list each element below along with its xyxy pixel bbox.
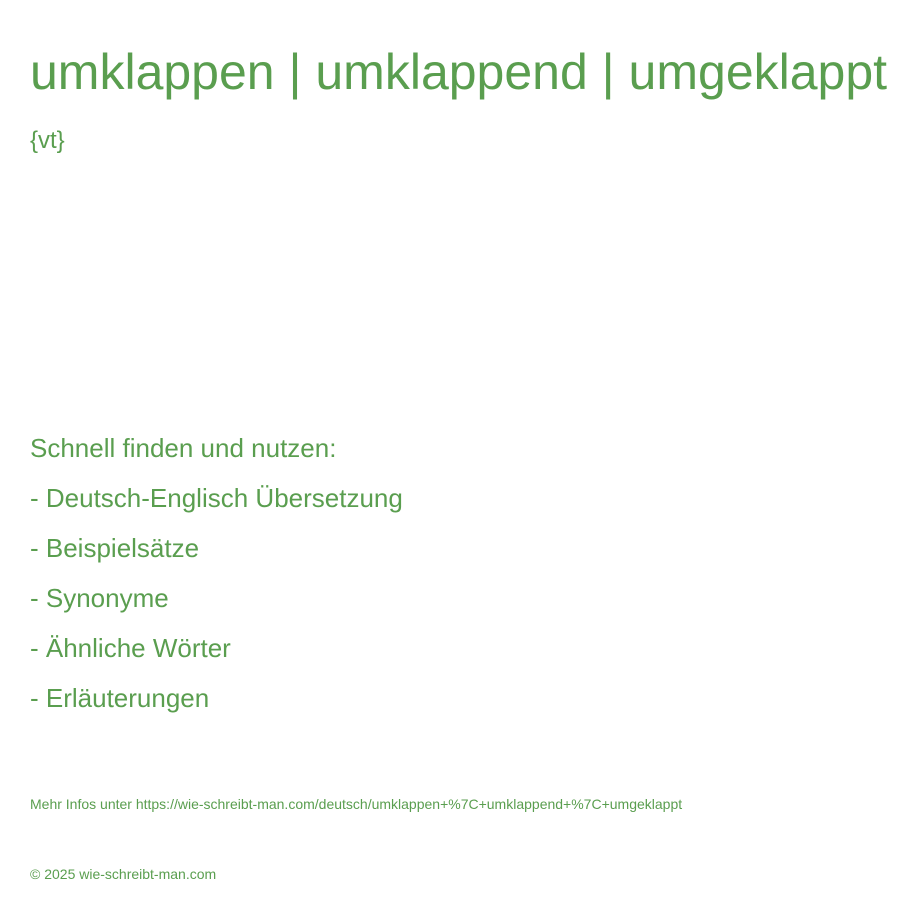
- feature-item-translation: - Deutsch-Englisch Übersetzung: [30, 483, 403, 513]
- feature-item-example-sentences: - Beispielsätze: [30, 533, 200, 563]
- page-title: umklappen | umklappend | umgeklappt: [30, 44, 888, 100]
- feature-item-explanations: - Erläuterungen: [30, 683, 210, 713]
- more-info-link-text: Mehr Infos unter https://wie-schreibt-man.com/deutsch/umklappen+%7C+umklappend+%7C+umgeklappt: [30, 796, 683, 812]
- part-of-speech-tag: {vt}: [30, 127, 65, 154]
- feature-item-synonyms: - Synonyme: [30, 583, 169, 613]
- copyright-notice: © 2025 wie-schreibt-man.com: [30, 866, 217, 882]
- feature-item-similar-words: - Ähnliche Wörter: [30, 633, 231, 663]
- feature-list-heading: Schnell finden und nutzen:: [30, 433, 337, 463]
- feature-list: [30, 423, 403, 723]
